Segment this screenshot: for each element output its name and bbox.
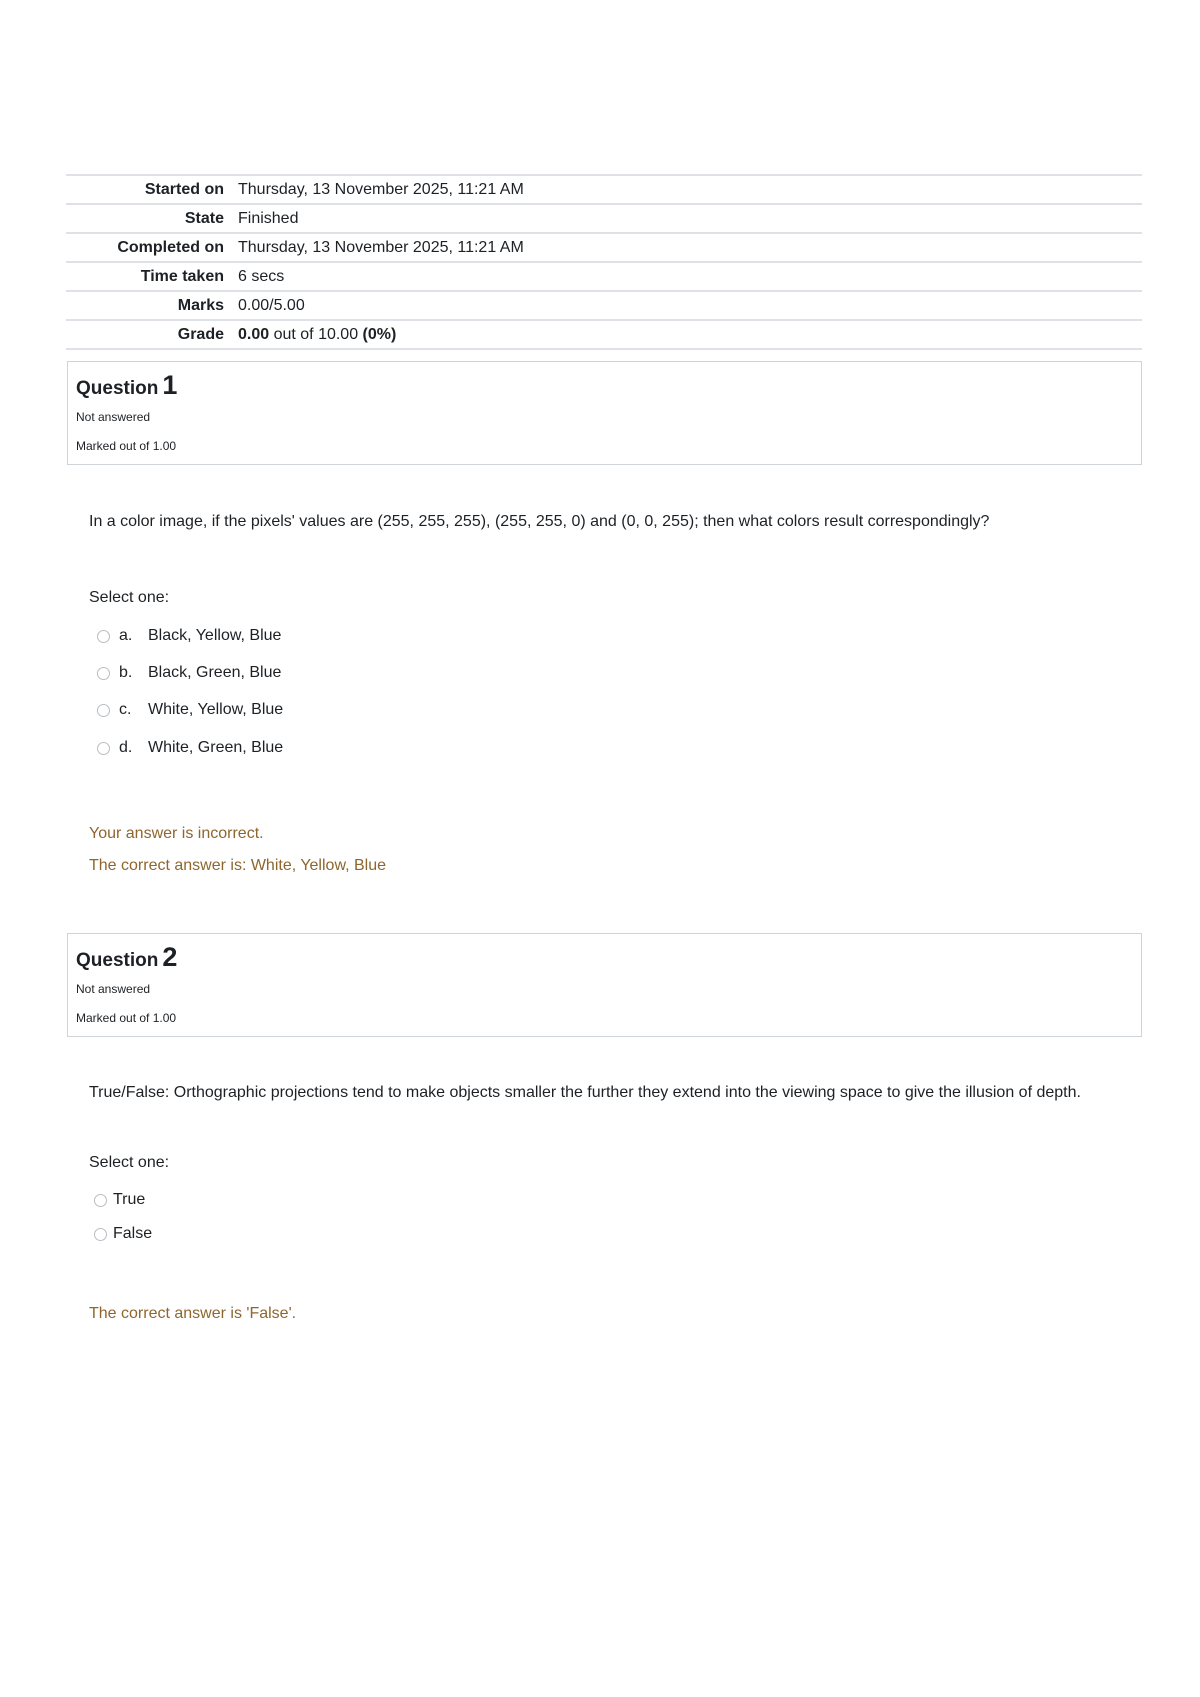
radio-button[interactable] (97, 630, 110, 643)
question-1-feedback: Your answer is incorrect. (89, 825, 264, 842)
option-text: False (113, 1225, 153, 1242)
question-2-option-true[interactable] (94, 1191, 145, 1209)
summary-row-started-on (66, 175, 1142, 204)
question-grade: Marked out of 1.00 (76, 439, 177, 453)
summary-value: 6 secs (238, 267, 285, 285)
grade-out-of: out of 10.00 (269, 325, 363, 343)
summary-row-time-taken (66, 262, 1142, 291)
option-letter: a. (119, 627, 133, 644)
summary-row-grade (66, 320, 1142, 349)
attempt-summary-table (66, 174, 1142, 350)
option-letter: b. (119, 664, 133, 681)
summary-row-state (66, 204, 1142, 233)
question-1-text: In a color image, if the pixels' values are (255, 255, 255), (255, 255, 0) and (0, 0, 255); then what colors result correspondingly? (89, 513, 990, 530)
question-2-option-false[interactable] (94, 1225, 152, 1243)
option-text: White, Green, Blue (148, 739, 284, 756)
summary-value: 0.00/5.00 (238, 296, 305, 314)
radio-button[interactable] (97, 742, 110, 755)
radio-button[interactable] (94, 1194, 107, 1207)
option-text: Black, Green, Blue (148, 664, 282, 681)
question-number-value: 2 (162, 942, 178, 972)
option-letter: c. (119, 701, 132, 718)
summary-label: Time taken (140, 267, 224, 285)
grade-percent: (0%) (362, 325, 397, 343)
question-2-info (67, 933, 1142, 1037)
question-1-right-answer: The correct answer is: White, Yellow, Blue (89, 857, 387, 874)
question-1-option-a[interactable] (97, 627, 281, 645)
radio-button[interactable] (97, 667, 110, 680)
question-number (76, 942, 177, 973)
option-text: Black, Yellow, Blue (148, 627, 282, 644)
question-1-option-d[interactable] (97, 739, 283, 757)
option-text: White, Yellow, Blue (148, 701, 284, 718)
question-number-value: 1 (162, 370, 178, 400)
summary-row-marks (66, 291, 1142, 320)
option-letter: d. (119, 739, 133, 756)
question-1-prompt: Select one: (89, 589, 170, 606)
question-1-option-b[interactable] (97, 664, 281, 682)
question-1-option-c[interactable] (97, 701, 283, 719)
question-2-text: True/False: Orthographic projections tend to make objects smaller the further they extend into the viewing space to give the illusion of depth. (89, 1084, 1081, 1101)
radio-button[interactable] (97, 704, 110, 717)
question-state: Not answered (76, 982, 151, 996)
question-label: Question (76, 950, 159, 971)
question-1-info (67, 361, 1142, 465)
radio-button[interactable] (94, 1228, 107, 1241)
question-2-prompt: Select one: (89, 1154, 170, 1171)
summary-label: Marks (177, 296, 224, 314)
summary-value: Thursday, 13 November 2025, 11:21 AM (238, 180, 524, 198)
question-label: Question (76, 378, 159, 399)
summary-value: Finished (238, 209, 299, 227)
option-text: True (113, 1191, 146, 1208)
question-grade: Marked out of 1.00 (76, 1011, 177, 1025)
question-2-right-answer: The correct answer is 'False'. (89, 1305, 297, 1322)
summary-value (238, 320, 1142, 349)
summary-label: Started on (144, 180, 224, 198)
summary-label: State (184, 209, 224, 227)
summary-row-completed-on (66, 233, 1142, 262)
question-number (76, 370, 177, 401)
grade-score: 0.00 (238, 325, 270, 343)
question-state: Not answered (76, 410, 151, 424)
summary-label: Grade (177, 325, 224, 343)
summary-value: Thursday, 13 November 2025, 11:21 AM (238, 238, 524, 256)
summary-label: Completed on (117, 238, 224, 256)
